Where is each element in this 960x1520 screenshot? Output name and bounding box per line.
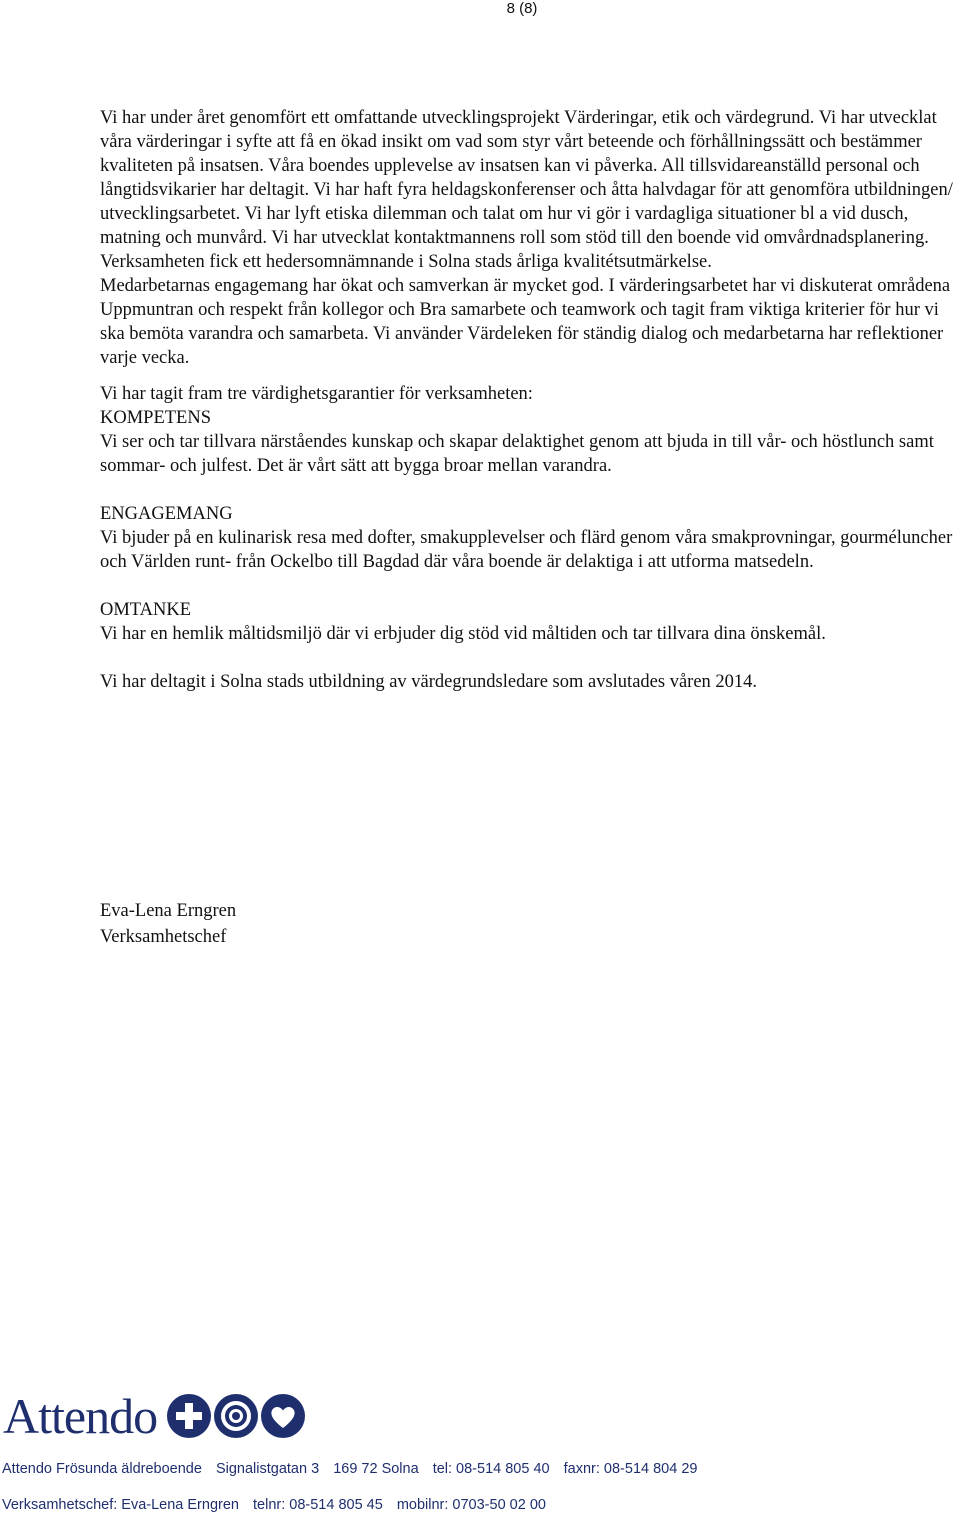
footer-contact-line xyxy=(2,1496,556,1514)
engagemang-heading: ENGAGEMANG xyxy=(100,504,233,524)
guarantees-intro: Vi har tagit fram tre värdighetsgarantier för verksamheten: xyxy=(100,384,533,404)
attendo-logo xyxy=(3,1390,305,1442)
logo-wordmark: Attendo xyxy=(3,1388,158,1444)
kompetens-text: Vi ser och tar tillvara närståendes kunskap och skapar delaktighet genom att bjuda in till vår- och höstlunch samt sommar- och julfest. Det är vårt sätt att bygga broar mellan varandra. xyxy=(100,432,934,476)
footer-fax: faxnr: 08-514 804 29 xyxy=(563,1461,698,1477)
page-number: 8 (8) xyxy=(506,0,538,17)
footer-address-line xyxy=(2,1460,707,1478)
paragraph-values-project: Vi har under året genomfört ett omfattande utvecklingsprojekt Värderingar, etik och värdegrund. Vi har utvecklat våra värderingar i syfte att få en ökad insikt om vad som styr vårt beteende och förhållningssätt och bestämmer kvaliteten på insatsen. Våra boendes upplevelse av insatsen kan vi påverka. All tillsvidareanställd personal och långtidsvikarier har deltagit. Vi har haft fyra heldagskonferenser och åtta halvdagar för att genomföra utbildningen/ utvecklingsarbetet. Vi har lyft etiska dilemman och talat om hur vi gör i vardagliga situationer bl a vid dusch, matning och munvård. Vi har utvecklat kontaktmannens roll som stöd till den boende vid omvårdnadsplanering. Verksamheten fick ett hedersomnämnande i Solna stads årliga kvalitétsutmärkelse. xyxy=(100,108,953,272)
omtanke-text: Vi har en hemlik måltidsmiljö där vi erbjuder dig stöd vid måltiden och tar tillvara dina önskemål. xyxy=(100,624,826,644)
footer-manager: Verksamhetschef: Eva-Lena Erngren xyxy=(2,1497,239,1513)
footer-postal: 169 72 Solna xyxy=(333,1461,419,1477)
kompetens-heading: KOMPETENS xyxy=(100,408,212,428)
footer-org: Attendo Frösunda äldreboende xyxy=(2,1461,202,1477)
engagemang-text: Vi bjuder på en kulinarisk resa med dofter, smakupplevelser och flärd genom våra smakprovningar, gourméluncher och Världen runt- från Ockelbo till Bagdad där våra boende är delaktiga i att utforma matsedeln. xyxy=(100,528,953,572)
signature-block xyxy=(100,898,236,950)
heart-icon xyxy=(261,1394,305,1438)
target-icon xyxy=(214,1394,258,1438)
document-body xyxy=(100,106,960,694)
omtanke-heading: OMTANKE xyxy=(100,600,192,620)
footer-tel: tel: 08-514 805 40 xyxy=(432,1461,550,1477)
signature-name: Eva-Lena Erngren xyxy=(100,901,237,921)
footer-mobile: mobilnr: 0703-50 02 00 xyxy=(396,1497,546,1513)
closing-paragraph: Vi har deltagit i Solna stads utbildning av värdegrundsledare som avslutades våren 2014. xyxy=(100,672,758,692)
footer-street: Signalistgatan 3 xyxy=(215,1461,320,1477)
logo-icons xyxy=(167,1394,305,1438)
paragraph-engagement: Medarbetarnas engagemang har ökat och samverkan är mycket god. I värderingsarbetet har vi diskuterat områdena Uppmuntran och respekt från kollegor och Bra samarbete och teamwork och tagit fram viktiga kriterier för hur vi ska bemöta varandra och samarbeta. Vi använder Värdeleken för ständig dialog och medarbetarna har reflektioner varje vecka. xyxy=(100,276,951,368)
footer-manager-tel: telnr: 08-514 805 45 xyxy=(253,1497,383,1513)
plus-icon xyxy=(167,1394,211,1438)
signature-title: Verksamhetschef xyxy=(100,927,227,947)
